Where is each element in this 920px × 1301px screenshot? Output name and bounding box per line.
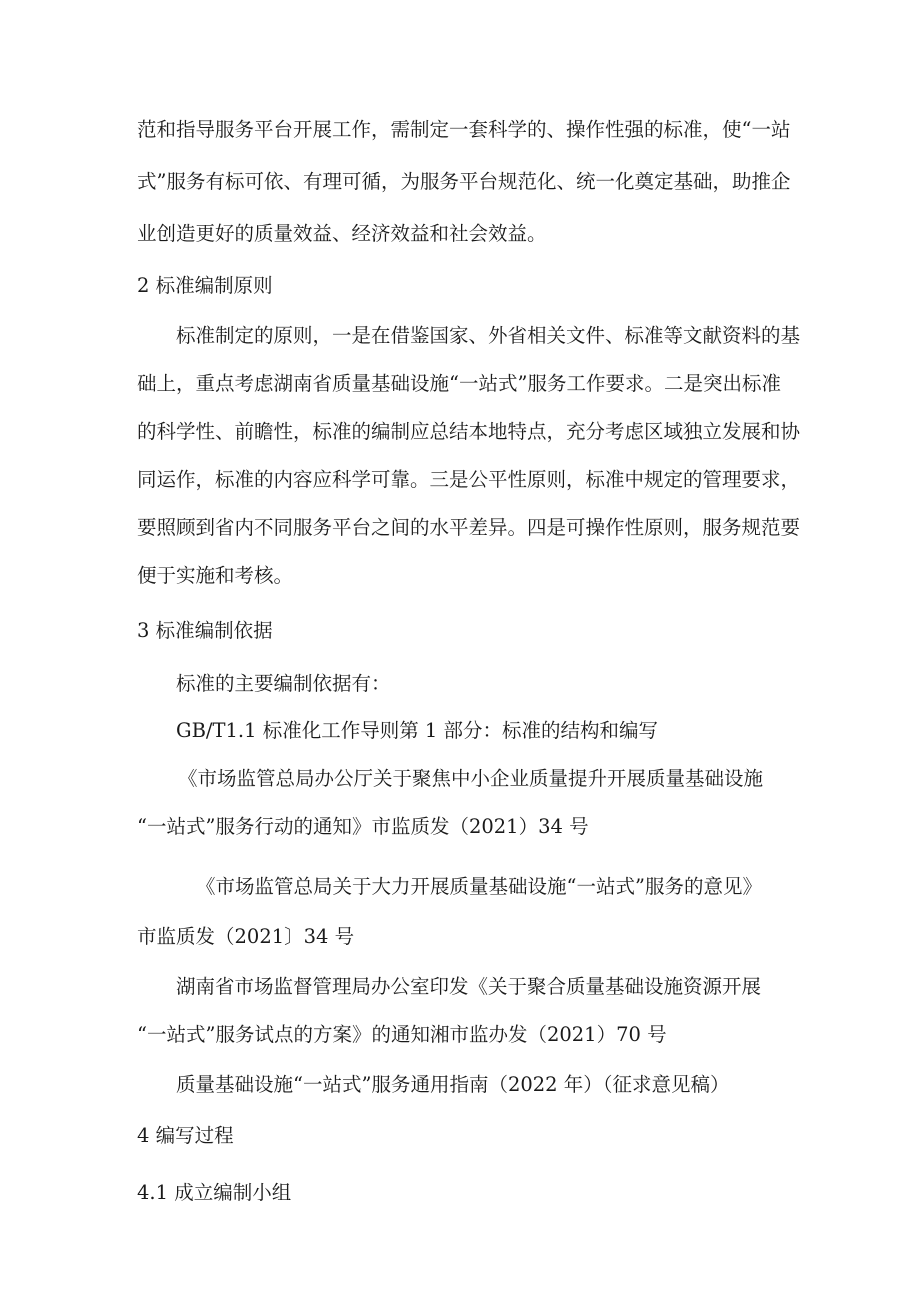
reference-4-line-1: 湖南省市场监督管理局办公室印发《关于聚合质量基础设施资源开展 <box>176 975 762 998</box>
reference-2-line-1: 《市场监管总局办公厅关于聚焦中小企业质量提升开展质量基础设施 <box>178 767 764 790</box>
paragraph-1-line-3: 业创造更好的质量效益、经济效益和社会效益。 <box>137 222 547 245</box>
paragraph-1-line-1: 范和指导服务平台开展工作，需制定一套科学的、操作性强的标准，使“一站 <box>137 118 791 141</box>
section-2-line-2: 础上，重点考虑湖南省质量基础设施“一站式”服务工作要求。二是突出标准 <box>137 372 781 395</box>
section-2-heading: 2 标准编制原则 <box>137 274 273 297</box>
section-3-heading: 3 标准编制依据 <box>137 619 273 642</box>
section-2-line-4: 同运作，标准的内容应科学可靠。三是公平性原则，标准中规定的管理要求， <box>137 468 801 491</box>
section-4-1-subheading: 4.1 成立编制小组 <box>137 1181 292 1204</box>
reference-5: 质量基础设施“一站式”服务通用指南（2022 年）（征求意见稿） <box>176 1073 730 1096</box>
reference-2-line-2: “一站式”服务行动的通知》市监质发（2021）34 号 <box>137 815 589 838</box>
section-2-line-1: 标准制定的原则，一是在借鉴国家、外省相关文件、标准等文献资料的基 <box>176 324 801 347</box>
reference-1: GB/T1.1 标准化工作导则第 1 部分：标准的结构和编写 <box>176 719 658 742</box>
paragraph-1-line-2: 式”服务有标可依、有理可循，为服务平台规范化、统一化奠定基础，助推企 <box>137 170 791 193</box>
reference-3-line-1: 《市场监管总局关于大力开展质量基础设施“一站式”服务的意见》 <box>196 875 762 898</box>
reference-3-line-2: 市监质发（2021〕34 号 <box>137 925 355 948</box>
section-4-heading: 4 编写过程 <box>137 1124 234 1147</box>
section-2-line-6: 便于实施和考核。 <box>137 564 294 587</box>
section-2-line-5: 要照顾到省内不同服务平台之间的水平差异。四是可操作性原则，服务规范要 <box>137 516 801 539</box>
reference-4-line-2: “一站式”服务试点的方案》的通知湘市监办发（2021）70 号 <box>137 1023 667 1046</box>
section-3-intro: 标准的主要编制依据有： <box>176 672 391 695</box>
section-2-line-3: 的科学性、前瞻性，标准的编制应总结本地特点，充分考虑区域独立发展和协 <box>137 420 801 443</box>
